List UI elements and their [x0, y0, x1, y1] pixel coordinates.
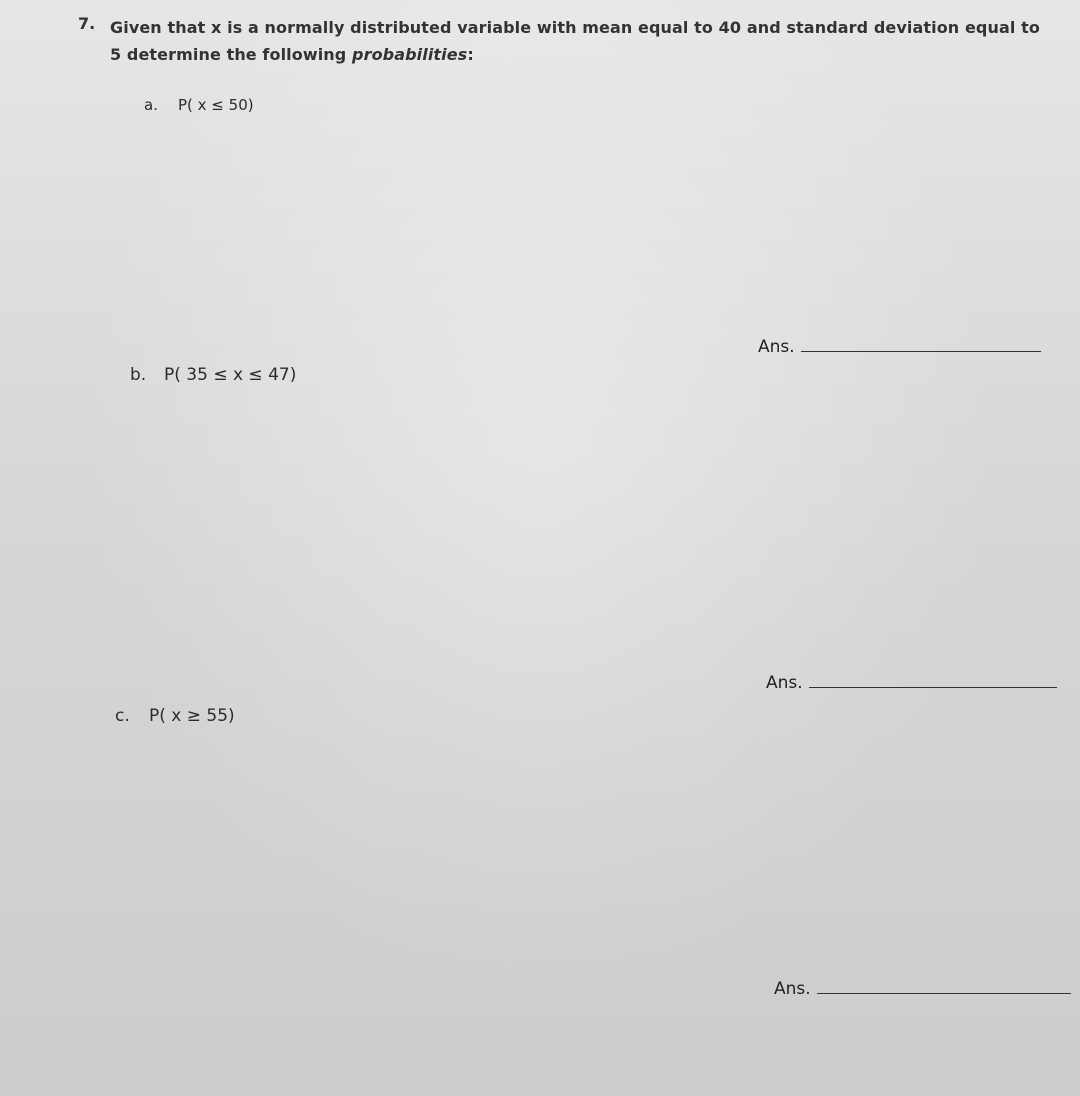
part-a	[144, 96, 254, 114]
question-number: 7.	[78, 14, 96, 33]
answer-b	[766, 673, 1057, 693]
part-c-expression: P( x ≥ 55)	[149, 706, 235, 726]
answer-a	[758, 337, 1041, 357]
answer-a-blank[interactable]	[801, 350, 1041, 352]
question-text-emphasis: probabilities	[352, 45, 468, 64]
question-text-main: Given that x is a normally distributed variable with mean equal to 40 and standard deviation equal to 5 determine the following	[110, 18, 1040, 64]
answer-b-blank[interactable]	[809, 686, 1057, 688]
answer-c	[774, 979, 1071, 999]
part-a-label: a.	[144, 96, 158, 114]
question-text-end: :	[467, 45, 474, 64]
question-text	[110, 14, 1050, 68]
part-c	[115, 706, 235, 726]
answer-b-label: Ans.	[766, 673, 803, 693]
part-a-expression: P( x ≤ 50)	[178, 96, 254, 114]
part-b-expression: P( 35 ≤ x ≤ 47)	[164, 365, 297, 385]
part-b	[130, 365, 296, 385]
answer-c-label: Ans.	[774, 979, 811, 999]
answer-c-blank[interactable]	[817, 992, 1071, 994]
part-b-label: b.	[130, 365, 147, 385]
answer-a-label: Ans.	[758, 337, 795, 357]
part-c-label: c.	[115, 706, 130, 726]
